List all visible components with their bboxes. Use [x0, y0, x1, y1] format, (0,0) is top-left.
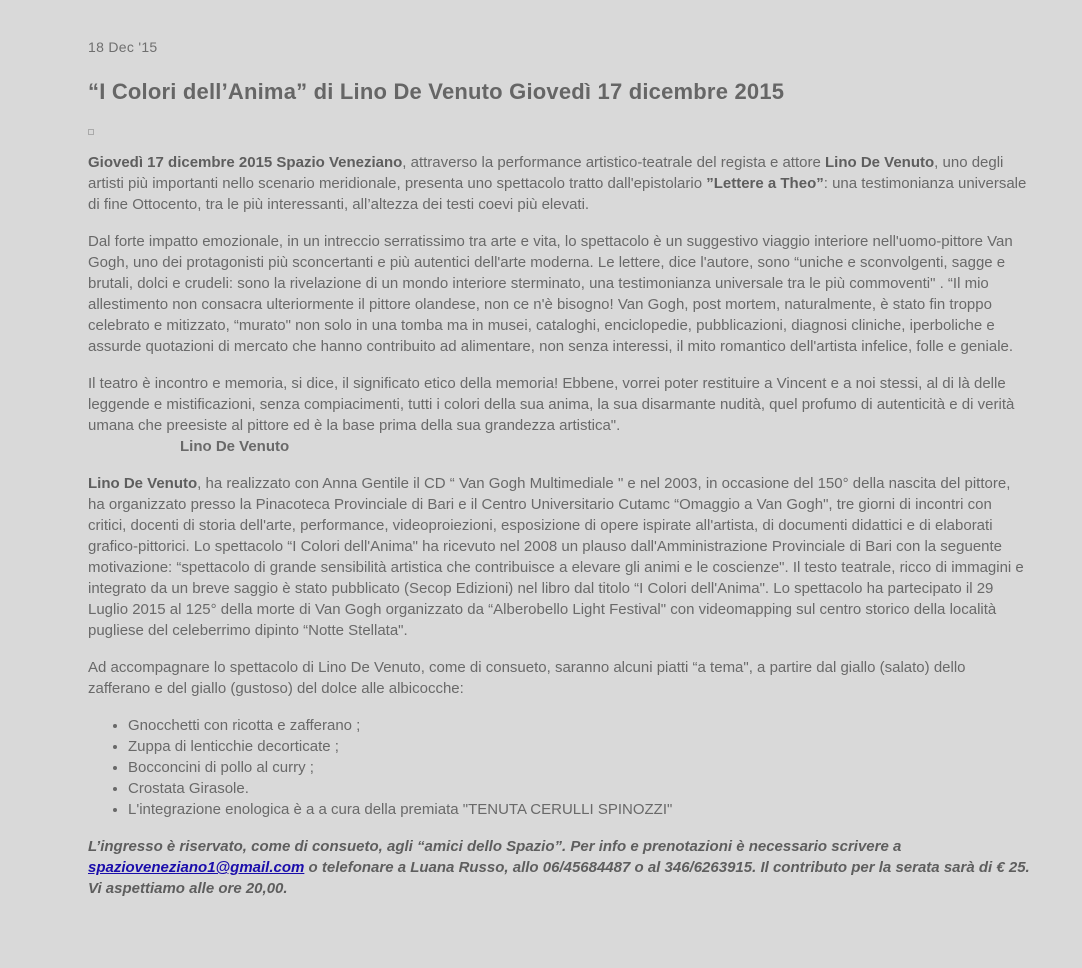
bio-name: Lino De Venuto: [88, 475, 198, 492]
booking-time: Vi aspettiamo alle ore 20,00.: [88, 880, 288, 897]
artist-name: Lino De Venuto: [825, 154, 935, 171]
description-paragraph: Dal forte impatto emozionale, in un intreccio serratissimo tra arte e vita, lo spettacolo è un suggestivo viaggio interiore nell'uomo-pittore Van Gogh, uno dei protagonisti più sconcertanti e più autentici dell'arte moderna. Le lettere, dice l'autore, sono “uniche e sconvolgenti, sagge e brutali, dolci e crudeli: sono la rivelazione di un mondo interiore sterminato, una testimonianza universale tra le più commoventi" . “Il mio allestimento non consacra ulteriormente il pittore olandese, non ce n'è bisogno! Van Gogh, post mortem, naturalmente, è stato fin troppo celebrato e mitizzato, “murato" non solo in una tomba ma in musei, cataloghi, enciclopedie, pubblicazioni, diagnosi cliniche, iperboliche e assurde quotazioni di mercato che hanno contribuito ad alimentare, non senza interessi, il mito romantico dell'artista infelice, folle e geniale.: [88, 233, 1014, 355]
broken-image-icon: [88, 129, 94, 135]
list-item: • Gnocchetti con ricotta e zafferano ;: [128, 715, 1030, 736]
article-title: “I Colori dell’Anima” di Lino De Venuto Giovedì 17 dicembre 2015: [88, 79, 785, 104]
quote-paragraph: Il teatro è incontro e memoria, si dice, il significato etico della memoria! Ebbene, vorrei poter restituire a Vincent e a noi stessi, al di là delle leggende e mistificazioni, senza compiacimenti, tutti i colori della sua anima, la sua disarmante nudità, quel profumo di autenticità e di verità umana che preesiste al pittore ed è la base prima della sua grandezza artistica".: [88, 375, 1015, 434]
intro-text-2: , uno degli artisti più importanti nello scenario meridionale, presenta uno spettacolo tratto dall'epistolario: [88, 154, 1004, 192]
list-item: • Bocconcini di pollo al curry ;: [128, 757, 1030, 778]
article: [88, 0, 1030, 899]
list-item: • L'integrazione enologica è a a cura della premiata "TENUTA CERULLI SPINOZZI": [128, 799, 1030, 820]
menu-list: [88, 715, 1030, 820]
booking-text-1: L’ingresso è riservato, come di consueto, agli “amici dello Spazio”. Per info e prenotazioni è necessario scrivere a: [88, 838, 902, 855]
event-date-venue: Giovedì 17 dicembre 2015 Spazio Veneziano: [88, 154, 403, 171]
menu-intro: Ad accompagnare lo spettacolo di Lino De Venuto, come di consueto, saranno alcuni piatti “a tema", a partire dal giallo (salato) dello zafferano e del giallo (gustoso) del dolce alle albicocche:: [88, 659, 966, 697]
work-title: ”Lettere a Theo”: [706, 175, 824, 192]
intro-paragraph: [88, 152, 1030, 215]
signature: Lino De Venuto: [180, 438, 290, 455]
intro-text-3: : una testimonianza universale di fine Ottocento, tra le più interessanti, all’altezza dei testi coevi più elevati.: [88, 175, 1027, 213]
list-item: • Zuppa di lenticchie decorticate ;: [128, 736, 1030, 757]
bio-text: , ha realizzato con Anna Gentile il CD “ Van Gogh Multimediale " e nel 2003, in occasione del 150° della nascita del pittore, ha organizzato presso la Pinacoteca Provinciale di Bari e il Centro Universitario Cutamc “Omaggio a Van Gogh", tre giorni di incontri con critici, docenti di storia dell'arte, performance, videoproiezioni, esposizione di opere ispirate all'artista, di documenti didattici e di elaborati grafico-pittorici. Lo spettacolo “I Colori dell'Anima" ha ricevuto nel 2008 un plauso dall'Amministrazione Provinciale di Bari con la seguente motivazione: “spettacolo di grande sensibilità artistica che contribuisce a elevare gli animi e le coscienze". Il testo teatrale, ricco di immagini e integrato da un breve saggio è stato pubblicato (Secop Edizioni) nel libro dal titolo “I Colori dell'Anima". Lo spettacolo ha partecipato il 29 Luglio 2015 al 125° della morte di Van Gogh organizzato da “Alberobello Light Festival" con videomapping sul centro storico della località pugliese del celeberrimo dipinto “Notte Stellata".: [88, 475, 1024, 639]
list-item: • Crostata Girasole.: [128, 778, 1030, 799]
intro-text-1: , attraverso la performance artistico-teatrale del regista e attore: [402, 154, 825, 171]
booking-info: [88, 836, 1030, 899]
email-link[interactable]: spazioveneziano1@gmail.com: [88, 859, 305, 876]
bio-paragraph: [88, 473, 1030, 641]
post-date: 18 Dec '15: [88, 39, 158, 55]
booking-text-2: o telefonare a Luana Russo, allo 06/45684487 o al 346/6263915. Il contributo per la serata sarà di € 25.: [304, 859, 1030, 876]
